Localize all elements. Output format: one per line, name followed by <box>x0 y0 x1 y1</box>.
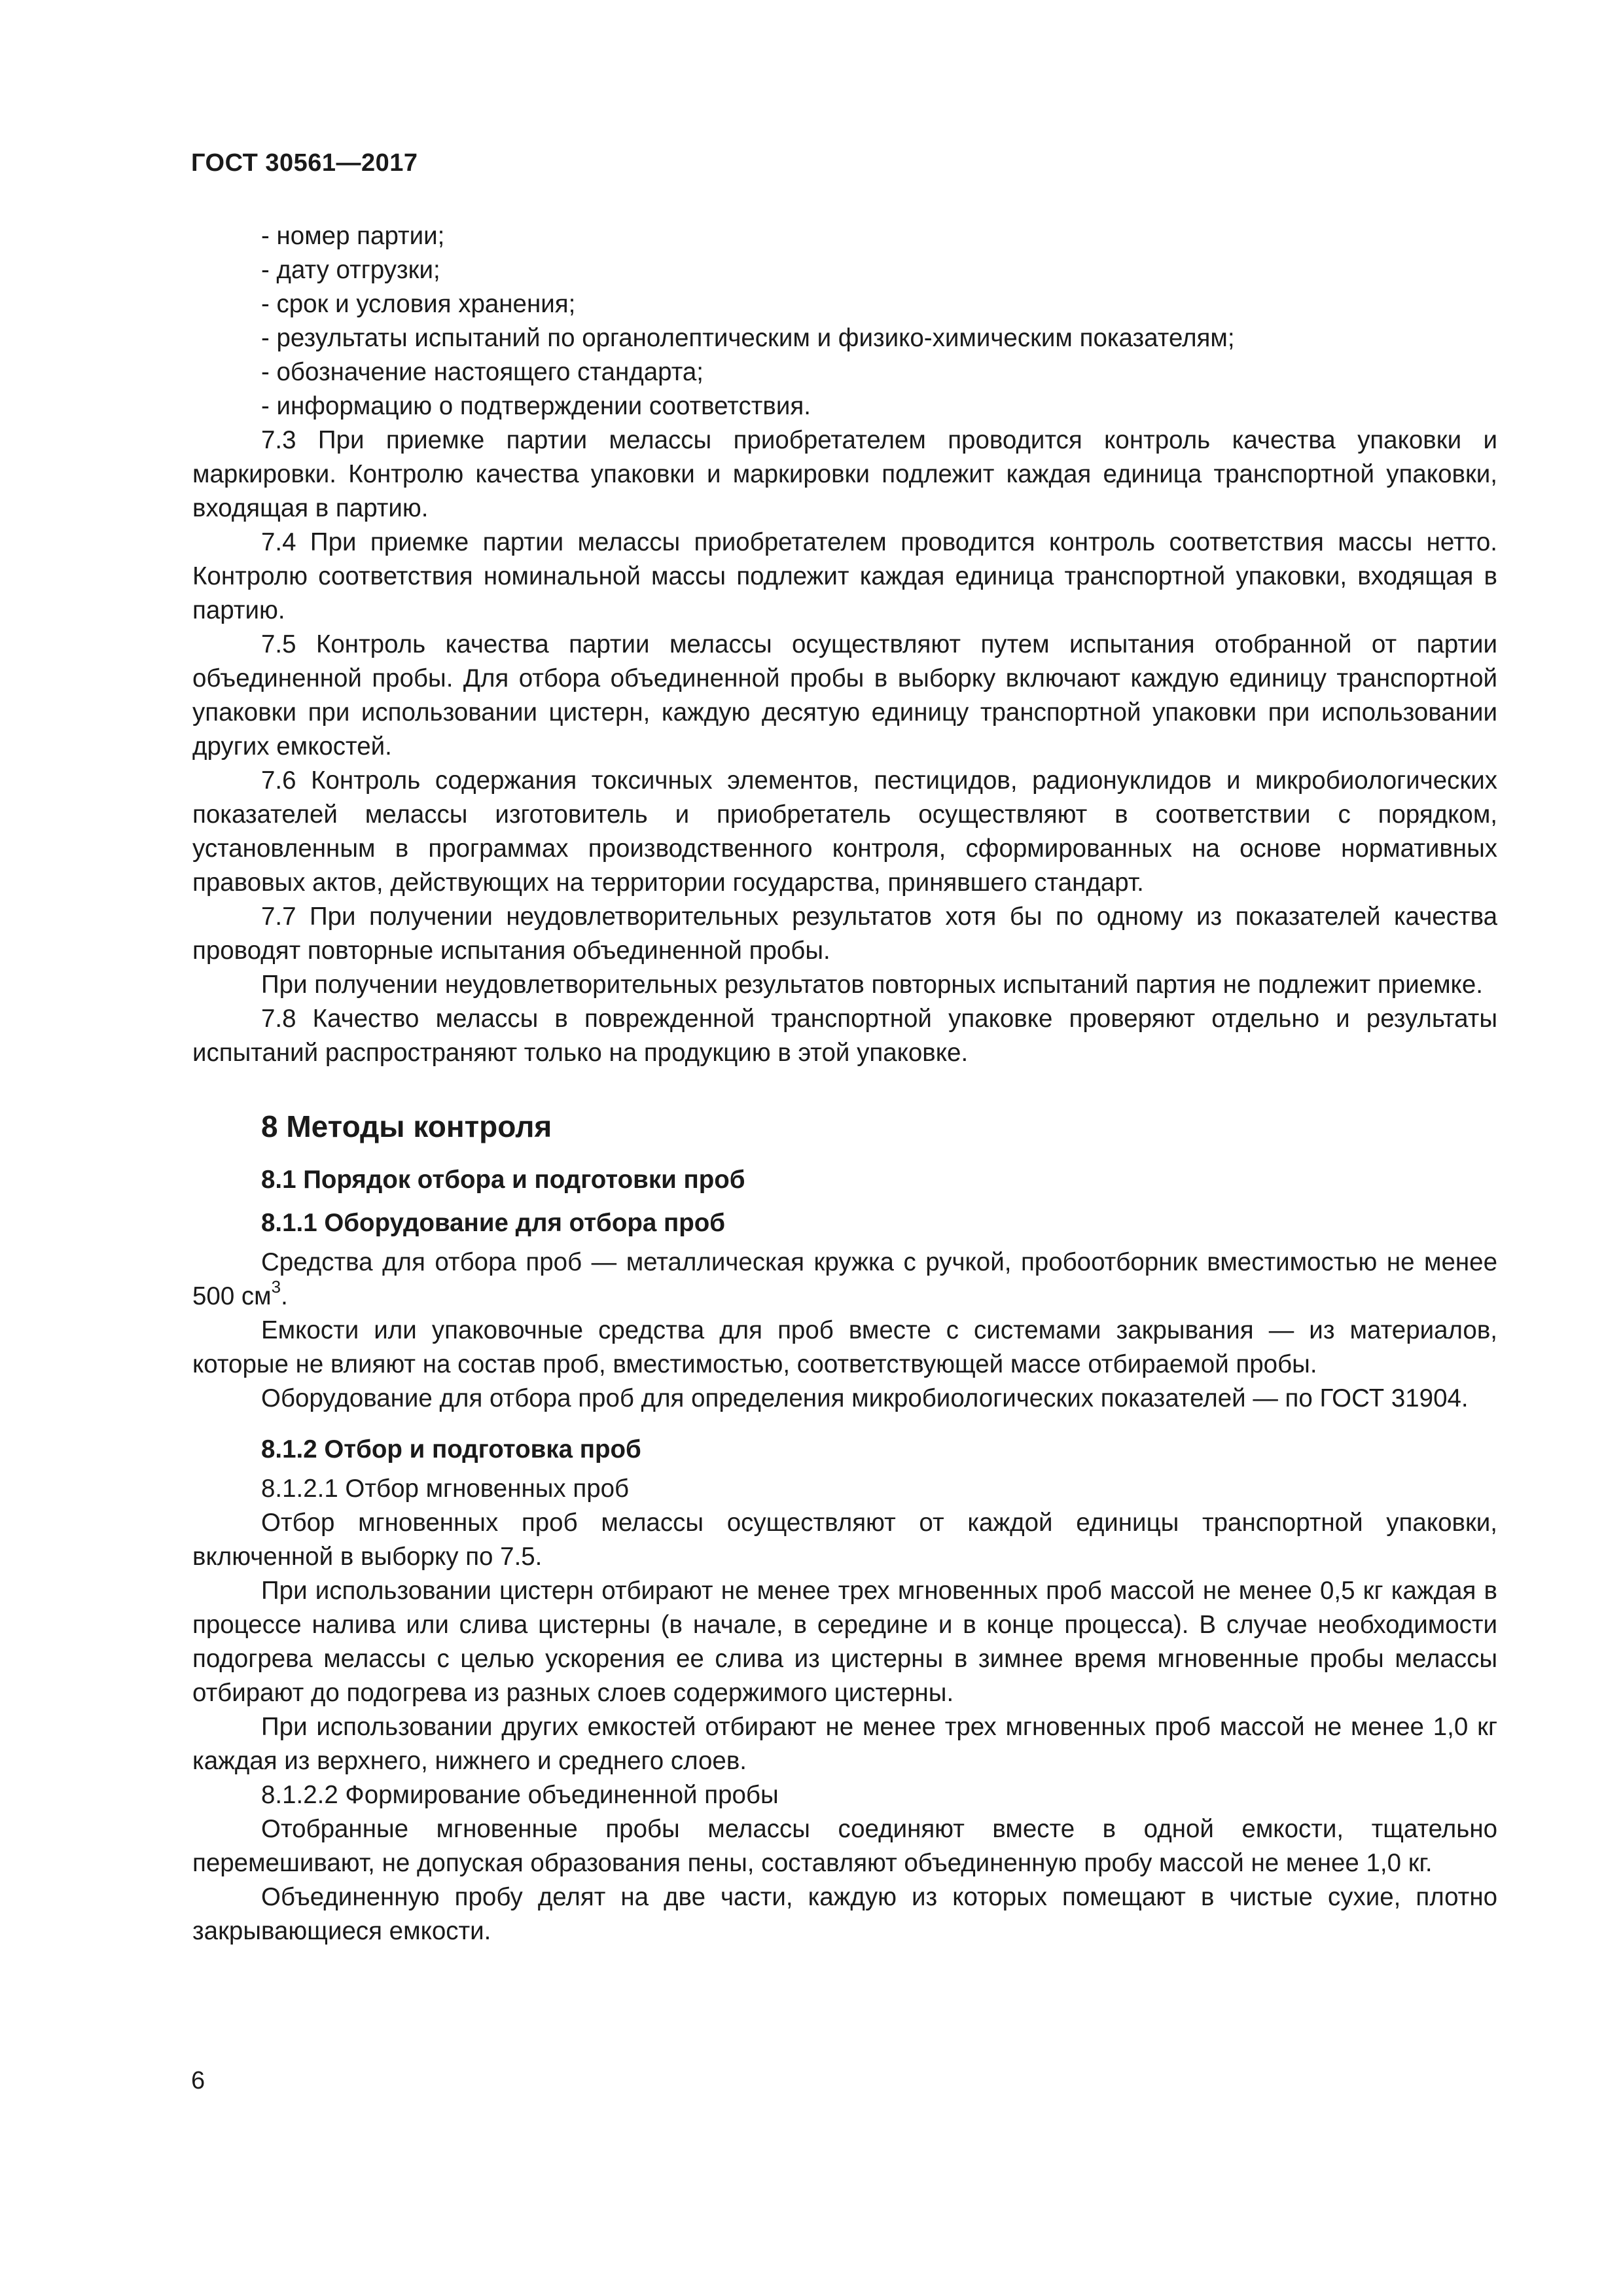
list-item: - дату отгрузки; <box>261 256 440 284</box>
equipment-paragraph-1-end: . <box>281 1282 288 1310</box>
equipment-paragraph-1-text: Средства для отбора проб — металлическая кружка с ручкой, пробоотборник вместимостью не менее 500 см <box>192 1248 1497 1310</box>
list-item: - номер партии; <box>261 222 445 250</box>
paragraph-7-5: 7.5 Контроль качества партии мелассы осуществляют путем испытания отобранной от партии объединенной пробы. Для отбора объединенной пробы в выборку включают каждую единицу транспортной упаковки при использовании цистерн, каждую десятую единицу транспортной упаковки при использовании других емкостей. <box>192 630 1497 761</box>
paragraph-7-4: 7.4 При приемке партии мелассы приобретателем проводится контроль соответствия массы нетто. Контролю соответствия номинальной массы подлежит каждая единица транспортной упаковки, входящая в партию. <box>192 528 1497 624</box>
page-body <box>192 219 1497 1948</box>
item-8-1-2-2: 8.1.2.2 Формирование объединенной пробы <box>261 1781 779 1809</box>
subsection-8-1-2-title: 8.1.2 Отбор и подготовка проб <box>261 1435 641 1463</box>
paragraph-7-6: 7.6 Контроль содержания токсичных элементов, пестицидов, радионуклидов и микробиологических показателей мелассы изготовитель и приобретатель осуществляют в соответствии с порядком, установленным в программах производственного контроля, сформированных на основе нормативных правовых актов, действующих на территории государства, принявшего стандарт. <box>192 766 1497 897</box>
paragraph-tanks: При использовании цистерн отбирают не менее трех мгновенных проб массой не менее 0,5 кг каждая в процессе налива или слива цистерны (в начале, в середине и в конце процесса). В случае необходимости подогрева мелассы с целью ускорения ее слива из цистерны в зимнее время мгновенные пробы мелассы отбирают до подогрева из разных слоев содержимого цистерны. <box>192 1577 1497 1707</box>
subsection-8-1-title: 8.1 Порядок отбора и подготовки проб <box>261 1166 745 1194</box>
superscript-3: 3 <box>271 1277 281 1297</box>
equipment-paragraph-2: Емкости или упаковочные средства для проб вместе с системами закрывания — из материалов, которые не влияют на состав проб, вместимостью, соответствующей массе отбираемой пробы. <box>192 1316 1497 1378</box>
equipment-paragraph-3: Оборудование для отбора проб для определения микробиологических показателей — по ГОСТ 31904. <box>261 1384 1469 1412</box>
paragraph-7-7-repeat: При получении неудовлетворительных результатов повторных испытаний партия не подлежит приемке. <box>261 971 1483 999</box>
paragraph-7-3: 7.3 При приемке партии мелассы приобретателем проводится контроль качества упаковки и маркировки. Контролю качества упаковки и маркировки подлежит каждая единица транспортной упаковки, входящая в партию. <box>192 426 1497 522</box>
equipment-paragraph-1 <box>192 1246 1497 1314</box>
paragraph-7-7: 7.7 При получении неудовлетворительных результатов хотя бы по одному из показателей качества проводят повторные испытания объединенной пробы. <box>192 903 1497 965</box>
list-item: - обозначение настоящего стандарта; <box>261 358 704 386</box>
item-8-1-2-1: 8.1.2.1 Отбор мгновенных проб <box>261 1475 630 1503</box>
list-item: - срок и условия хранения; <box>261 290 576 318</box>
paragraph-7-8: 7.8 Качество мелассы в поврежденной транспортной упаковке проверяют отдельно и результаты испытаний распространяют только на продукцию в этой упаковке. <box>192 1005 1497 1067</box>
paragraph-other-containers: При использовании других емкостей отбирают не менее трех мгновенных проб массой не менее 1,0 кг каждая из верхнего, нижнего и среднего слоев. <box>192 1713 1497 1775</box>
paragraph-split-sample: Объединенную пробу делят на две части, каждую из которых помещают в чистые сухие, плотно закрывающиеся емкости. <box>192 1883 1497 1945</box>
page-number: 6 <box>191 2067 205 2094</box>
list-item: - результаты испытаний по органолептическим и физико-химическим показателям; <box>261 324 1235 352</box>
paragraph-combined-sample: Отобранные мгновенные пробы мелассы соединяют вместе в одной емкости, тщательно перемешивают, не допуская образования пены, составляют объединенную пробу массой не менее 1,0 кг. <box>192 1815 1497 1877</box>
subsection-8-1-1-title: 8.1.1 Оборудование для отбора проб <box>261 1209 726 1237</box>
list-item: - информацию о подтверждении соответствия. <box>261 392 811 420</box>
document-header: ГОСТ 30561—2017 <box>191 149 418 177</box>
section-8-title: 8 Методы контроля <box>261 1109 552 1143</box>
paragraph-instant-samples: Отбор мгновенных проб мелассы осуществляют от каждой единицы транспортной упаковки, включенной в выборку по 7.5. <box>192 1509 1497 1571</box>
